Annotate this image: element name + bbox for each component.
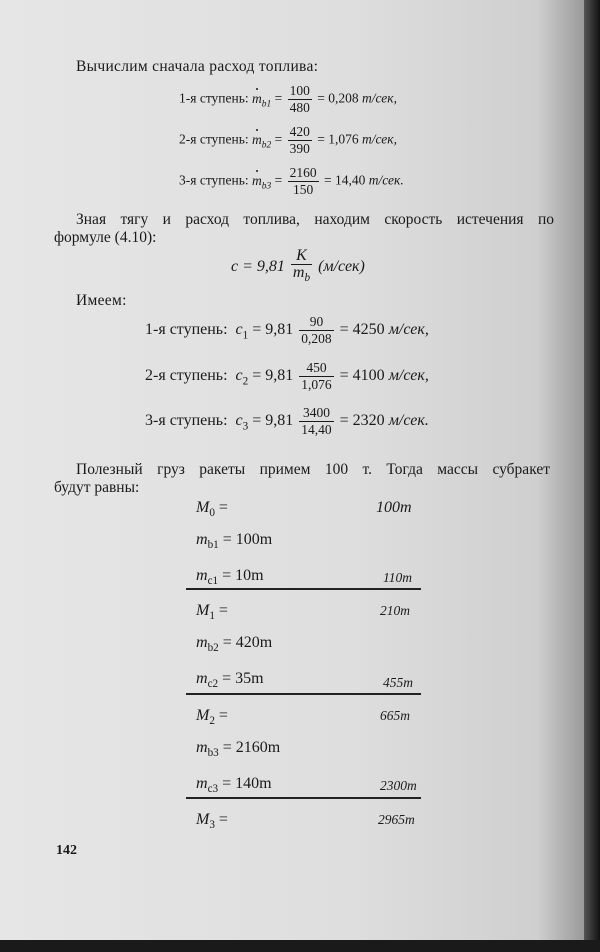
fuel-result: = 1,076 bbox=[317, 131, 359, 147]
den-symbol: m bbox=[292, 264, 305, 281]
page-number: 142 bbox=[56, 843, 77, 858]
speed-fraction bbox=[299, 314, 333, 347]
fuel-line-3: 3-я ступень: $m_{b3}$ = $\frac{2160}{150}$ = 14,40 т/сек. bbox=[179, 165, 404, 197]
speed-result: = 4250 bbox=[339, 321, 385, 339]
speed-sub: 1 bbox=[242, 329, 249, 342]
mass-mb1: $m_{b1} = 100m$ bbox=[196, 531, 273, 552]
speed-line-1 bbox=[145, 314, 429, 347]
fraction-denominator: 150 bbox=[292, 182, 314, 197]
mass-M2-value: 665m bbox=[380, 708, 410, 723]
fuel-fraction bbox=[288, 124, 312, 157]
formula-lhs: c = 9,81 bbox=[231, 257, 285, 275]
paragraph-line: будут равны: bbox=[54, 479, 140, 496]
fuel-line-2: 2-я ступень: $m_{b2}$ = $\frac{420}{390}$ = 1,076 т/сек, bbox=[179, 124, 397, 156]
fuel-line-1: 1-я ступень: $m_{b1}$ = $\frac{100}{480}$ = 0,208 т/сек, bbox=[179, 83, 397, 115]
fuel-unit: т/сек, bbox=[361, 90, 397, 106]
speed-label: 2-я ступень: bbox=[145, 367, 228, 385]
speed-fraction bbox=[299, 360, 333, 393]
fuel-sub: b3 bbox=[261, 181, 272, 192]
speed-var: c bbox=[235, 412, 243, 430]
fuel-result: = 14,40 bbox=[323, 172, 366, 188]
fuel-label: 3-я ступень: bbox=[179, 172, 249, 188]
mass-mb2: $m_{b2} = 420m$ bbox=[196, 634, 273, 655]
fraction-denominator: 1,076 bbox=[301, 377, 332, 392]
mass-M2-label: $M_2$ = bbox=[196, 707, 228, 728]
intro-text: Вычислим сначала расход топлива: bbox=[76, 58, 319, 75]
mass-mc3-value: 2300m bbox=[380, 778, 417, 793]
formula-unit: (м/сек) bbox=[318, 257, 365, 275]
paragraph-payload bbox=[54, 461, 550, 497]
fuel-unit: т/сек. bbox=[368, 172, 404, 188]
speed-unit: м/сек, bbox=[388, 367, 429, 385]
paragraph-line: формуле (4.10): bbox=[54, 229, 157, 246]
fuel-fraction bbox=[288, 165, 319, 198]
fraction-denominator: 480 bbox=[289, 100, 310, 115]
sum-rule bbox=[186, 797, 421, 799]
mass-mb3: $m_{b3} = 2160m$ bbox=[196, 739, 281, 760]
fuel-sub: b1 bbox=[261, 99, 272, 110]
speed-coef: = 9,81 bbox=[252, 321, 294, 339]
fraction-numerator: 450 bbox=[299, 360, 333, 377]
fuel-sub: b2 bbox=[261, 140, 272, 151]
speed-line-2 bbox=[145, 360, 429, 393]
mass-M0-label: $M_0$ = bbox=[196, 499, 228, 520]
mass-M1-label: $M_1$ = bbox=[196, 602, 228, 623]
speed-label: 3-я ступень: bbox=[145, 412, 228, 430]
fraction-denominator bbox=[291, 265, 312, 286]
page-edge-shadow bbox=[584, 0, 600, 952]
sum-rule bbox=[186, 693, 421, 695]
paragraph-exhaust-velocity bbox=[54, 211, 554, 247]
mass-M1-value: 210m bbox=[380, 603, 410, 618]
mass-M3-label: $M_3$ = bbox=[196, 811, 228, 832]
fraction-denominator: 14,40 bbox=[301, 422, 332, 437]
speed-result: = 4100 bbox=[339, 367, 385, 385]
fuel-fraction bbox=[288, 83, 312, 116]
fuel-label: 2-я ступень: bbox=[179, 131, 249, 147]
fuel-result: = 0,208 bbox=[317, 90, 359, 106]
mass-mc1: $m_{c1} = 10m$ bbox=[196, 567, 264, 588]
mass-M3-value: 2965m bbox=[378, 812, 415, 827]
speed-unit: м/сек, bbox=[388, 321, 429, 339]
fraction-numerator: K bbox=[291, 248, 312, 265]
fraction-numerator: 2160 bbox=[289, 165, 317, 180]
speed-sub: 2 bbox=[242, 375, 249, 388]
m-dot-symbol: $m_{b1}$ bbox=[252, 90, 272, 110]
den-sub: b bbox=[304, 272, 311, 285]
speed-unit: м/сек. bbox=[388, 412, 429, 430]
formula-exhaust-velocity bbox=[231, 248, 365, 286]
mass-M0-value: 100m bbox=[376, 499, 412, 516]
fuel-unit: т/сек, bbox=[361, 131, 397, 147]
fraction-denominator: 0,208 bbox=[301, 331, 332, 346]
speed-var: c bbox=[235, 367, 243, 385]
speed-coef: = 9,81 bbox=[252, 412, 294, 430]
speed-label: 1-я ступень: bbox=[145, 321, 228, 339]
mass-mc3: $m_{c3} = 140m$ bbox=[196, 775, 272, 796]
mass-mc1-value: 110m bbox=[383, 570, 412, 585]
sum-rule bbox=[186, 588, 421, 590]
fuel-label: 1-я ступень: bbox=[179, 90, 249, 106]
fraction-numerator: 90 bbox=[299, 314, 333, 331]
have-text: Имеем: bbox=[76, 292, 127, 309]
paragraph-line: Зная тягу и расход топлива, находим скорость истечения по bbox=[76, 211, 554, 228]
fraction-numerator: 3400 bbox=[299, 405, 333, 422]
mass-mc2-value: 455m bbox=[383, 675, 413, 690]
m-dot-symbol: $m_{b3}$ bbox=[252, 172, 272, 192]
paragraph-line: Полезный груз ракеты примем 100 т. Тогда массы субракет bbox=[76, 461, 550, 478]
page-edge-bottom bbox=[0, 940, 600, 952]
mass-mc2: $m_{c2} = 35m$ bbox=[196, 670, 264, 691]
formula-fraction bbox=[291, 248, 312, 286]
fraction-denominator: 390 bbox=[289, 141, 310, 156]
fraction-numerator: 100 bbox=[289, 83, 310, 98]
fraction-numerator: 420 bbox=[289, 124, 310, 139]
m-dot-symbol: $m_{b2}$ bbox=[252, 131, 272, 151]
speed-coef: = 9,81 bbox=[252, 367, 294, 385]
speed-line-3 bbox=[145, 405, 429, 438]
speed-fraction bbox=[299, 405, 333, 438]
speed-result: = 2320 bbox=[339, 412, 385, 430]
speed-var: c bbox=[235, 321, 243, 339]
speed-sub: 3 bbox=[242, 420, 249, 433]
